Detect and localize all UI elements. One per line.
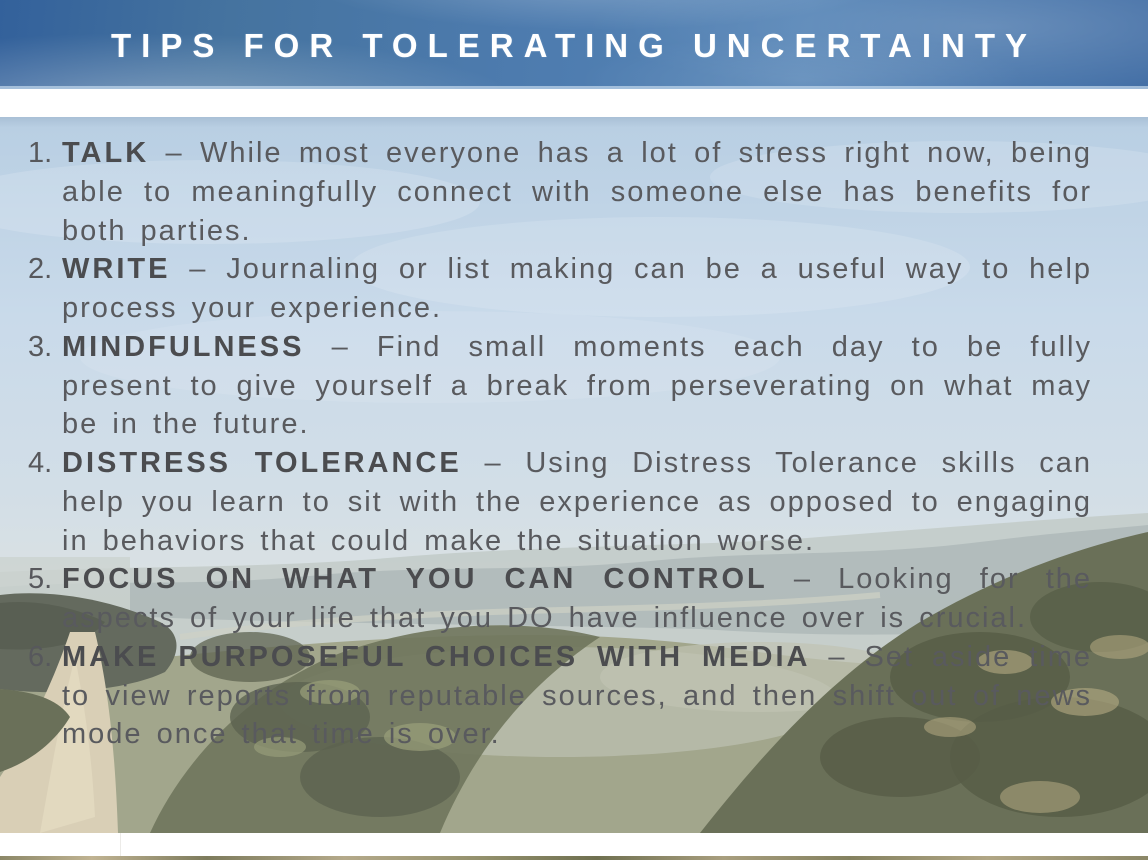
tip-keyword: FOCUS ON WHAT YOU CAN CONTROL [62, 563, 768, 596]
tip-keyword: DISTRESS TOLERANCE [62, 447, 462, 479]
seam-line [120, 833, 121, 856]
tip-item-media-choices [28, 638, 1092, 754]
tip-item-write [28, 250, 1093, 328]
tip-dash: – [189, 253, 208, 286]
header-band [0, 0, 1148, 89]
tip-number: 6. [28, 640, 53, 673]
tip-text: Set aside time to view reports from reputable sources, and then shift out of news mode once that time is over. [62, 640, 1092, 751]
tip-dash: – [828, 640, 847, 673]
tip-item-focus-control [28, 560, 1093, 638]
tip-text: While most everyone has a lot of stress right now, being able to meaningfully connect with someone else has benefits for both parties. [62, 137, 1093, 247]
tip-keyword: MINDFULNESS [62, 330, 305, 363]
tips-list [0, 117, 1148, 754]
tip-keyword: WRITE [62, 253, 171, 286]
tip-keyword: MAKE PURPOSEFUL CHOICES WITH MEDIA [62, 640, 811, 673]
content-panel [0, 117, 1148, 833]
tip-text: Looking for the aspects of your life that you DO have influence over is crucial. [62, 563, 1093, 634]
bottom-separator-band [0, 833, 1148, 856]
top-separator-band [0, 89, 1148, 117]
tip-number: 1. [28, 137, 53, 169]
tip-dash: – [484, 447, 503, 479]
tip-item-distress-tolerance [28, 444, 1092, 560]
tip-number: 3. [28, 330, 53, 363]
tip-text: Using Distress Tolerance skills can help you learn to sit with the experience as opposed to engaging in behaviors that could make the situation worse. [62, 447, 1092, 557]
tip-item-mindfulness [28, 328, 1092, 444]
tip-text: Journaling or list making can be a useful way to help process your experience. [62, 253, 1093, 324]
page-title: TIPS FOR TOLERATING UNCERTAINTY [111, 26, 1037, 64]
tip-dash: – [165, 137, 184, 169]
tip-keyword: TALK [62, 137, 150, 169]
tip-dash: – [793, 563, 812, 596]
tip-text: Find small moments each day to be fully present to give yourself a break from perseverating on what may be in the future. [62, 330, 1092, 441]
tip-number: 5. [28, 563, 53, 596]
tip-number: 4. [28, 447, 53, 479]
tip-number: 2. [28, 253, 53, 286]
tip-dash: – [331, 330, 350, 363]
tip-item-talk [28, 134, 1093, 250]
bottom-photo-sliver [0, 856, 1148, 860]
